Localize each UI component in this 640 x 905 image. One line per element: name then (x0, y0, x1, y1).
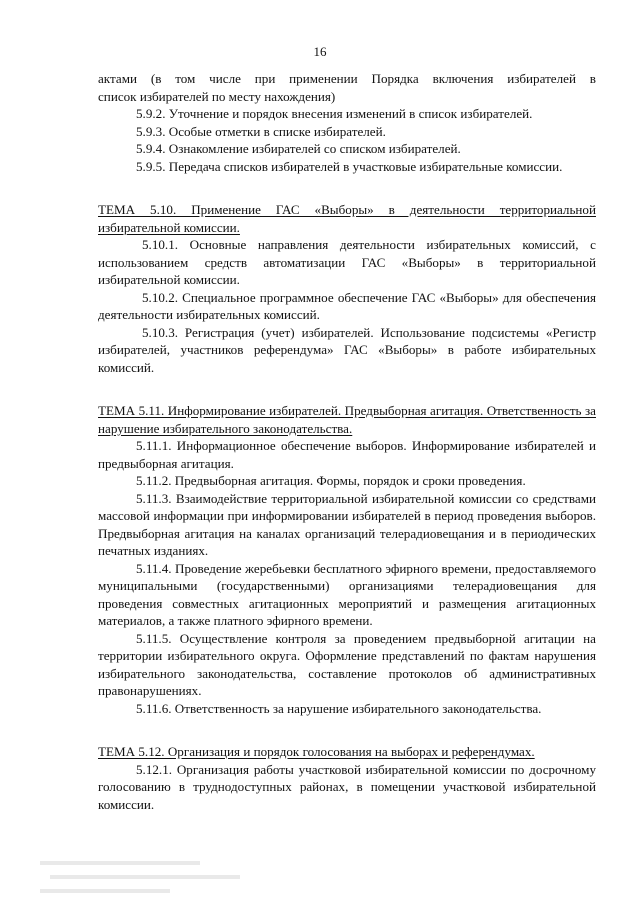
item-5-10-3: 5.10.3. Регистрация (учет) избирателей. Использование подсистемы «Регистр избирателей, участников референдума» ГАС «Выборы» в работе избирательных комиссий. (98, 324, 596, 375)
item-5-9-2: 5.9.2. Уточнение и порядок внесения изменений в список избирателей. (136, 106, 533, 121)
intro-line-2: список избирателей по месту нахождения) (98, 88, 336, 104)
item-5-9-5: 5.9.5. Передача списков избирателей в участковые избирательные комиссии. (136, 158, 563, 174)
item-5-9-4: 5.9.4. Ознакомление избирателей со списком избирателей. (136, 141, 461, 156)
item-5-11-2: 5.11.2. Предвыборная агитация. Формы, порядок и сроки проведения. (136, 473, 526, 488)
scan-smudge (40, 855, 260, 899)
intro-line-1: актами (в том числе при применении Порядка включения избирателей в (98, 71, 596, 86)
topic-5-12-title: ТЕМА 5.12. Организация и порядок голосования на выборах и референдумах. (98, 744, 535, 759)
item-5-10-1: 5.10.1. Основные направления деятельности избирательных комиссий, с использованием средств автоматизации ГАС «Выборы» в территориальной избирательной комиссии. (98, 237, 596, 287)
item-5-11-6: 5.11.6. Ответственность за нарушение избирательного законодательства. (136, 700, 542, 716)
item-5-9-3: 5.9.3. Особые отметки в списке избирателей. (136, 123, 386, 139)
item-5-11-4: 5.11.4. Проведение жеребьевки бесплатного эфирного времени, предоставляемого муниципальными (государственными) организациями телерадиовещания для проведения совместных агитационных мероприятий и размещения агитационных материалов, а также платного эфирного времени. (98, 560, 596, 628)
topic-5-11-title: ТЕМА 5.11. Информирование избирателей. Предвыборная агитация. Ответственность за нарушение избирательного законодательства. (98, 403, 596, 436)
page-number: 16 (313, 44, 327, 59)
item-5-12-1: 5.12.1. Организация работы участковой избирательной комиссии по досрочному голосованию в труднодоступных районах, в помещении участковой избирательной комиссии. (98, 761, 596, 812)
item-5-10-2: 5.10.2. Специальное программное обеспечение ГАС «Выборы» для обеспечения деятельности избирательных комиссий. (98, 289, 596, 322)
item-5-11-3: 5.11.3. Взаимодействие территориальной избирательной комиссии со средствами массовой информации при информировании избирателей в период проведения выборов. Предвыборная агитация на каналах организаций телерадиовещания и в периодических печатных изданиях. (98, 490, 596, 558)
item-5-11-5: 5.11.5. Осуществление контроля за проведением предвыборной агитации на территории избирательного округа. Оформление представлений по фактам нарушения избирательного законодательства, составление протоколов об административных правонарушениях. (98, 630, 596, 698)
page-content (98, 70, 596, 813)
topic-5-10-title: ТЕМА 5.10. Применение ГАС «Выборы» в деятельности территориальной избирательной комиссии. (98, 202, 596, 235)
item-5-11-1: 5.11.1. Информационное обеспечение выборов. Информирование избирателей и предвыборная агитация. (98, 438, 596, 471)
